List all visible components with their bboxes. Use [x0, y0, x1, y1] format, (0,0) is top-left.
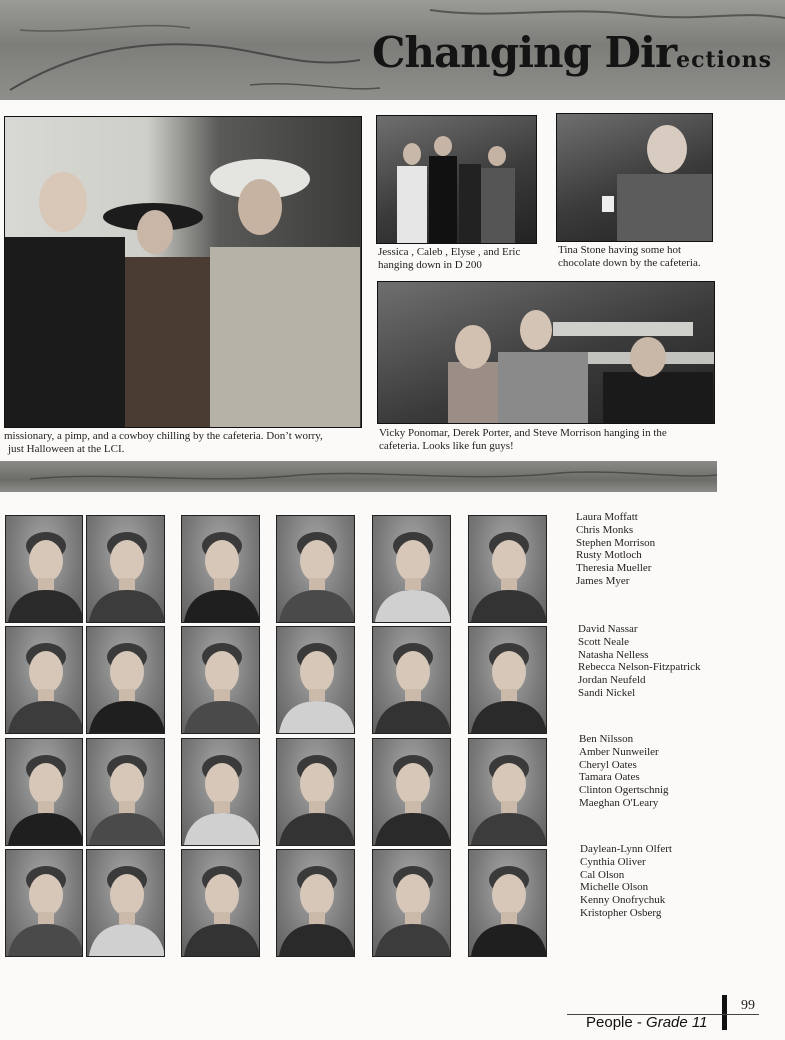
- portrait-figure: [277, 739, 355, 845]
- cafeteria-figures: [378, 282, 714, 423]
- halloween-figures: [5, 117, 361, 427]
- student-portrait: [5, 626, 83, 734]
- caption-tina: Tina Stone having some hot chocolate down by the cafeteria.: [558, 244, 701, 269]
- portrait-figure: [277, 516, 355, 622]
- student-name: Theresia Mueller: [576, 562, 652, 575]
- student-name: Laura Moffatt: [576, 511, 638, 523]
- student-name: David Nassar: [578, 623, 638, 635]
- portrait-figure: [182, 627, 260, 733]
- student-name: Scott Neale: [578, 635, 630, 648]
- student-name: Sandi Nickel: [578, 686, 636, 699]
- student-name: Amber Nunweiler: [579, 745, 659, 758]
- student-name: Jordan Neufeld: [578, 674, 646, 687]
- student-portrait: [468, 849, 547, 957]
- names-row-3: [579, 733, 669, 810]
- portrait-figure: [182, 516, 260, 622]
- portrait-figure: [87, 627, 165, 733]
- portrait-figure: [277, 627, 355, 733]
- student-name: Maeghan O'Leary: [579, 796, 659, 809]
- student-name: Cynthia Oliver: [580, 855, 646, 868]
- hallway-figures: [377, 116, 536, 243]
- student-portrait: [86, 515, 165, 623]
- student-portrait: [276, 738, 355, 846]
- student-portrait: [5, 515, 83, 623]
- photo-d200: [376, 115, 537, 244]
- portrait-figure: [469, 516, 547, 622]
- student-name: Chris Monks: [576, 523, 634, 536]
- student-name: Cal Olson: [580, 868, 625, 881]
- student-name: Tamara Oates: [579, 771, 640, 784]
- portrait-figure: [373, 739, 451, 845]
- portrait-figure: [87, 739, 165, 845]
- portrait-figure: [182, 850, 260, 956]
- page-title: Changing Directions: [372, 28, 773, 77]
- student-name: Natasha Nelless: [578, 648, 649, 661]
- student-portrait: [181, 849, 260, 957]
- student-portrait: [181, 738, 260, 846]
- caption-main: missionary, a pimp, and a cowboy chilling by the cafeteria. Don’t worry, just Halloween at the LCI.: [4, 430, 323, 455]
- footer-section: People - Grade 11: [586, 1014, 708, 1031]
- portrait-figure: [469, 739, 547, 845]
- photo-halloween: [4, 116, 362, 428]
- portrait-figure: [87, 516, 165, 622]
- student-portrait: [5, 849, 83, 957]
- student-portrait: [86, 626, 165, 734]
- footer-bar: [722, 995, 727, 1030]
- student-portrait: [468, 515, 547, 623]
- tina-figure: [557, 114, 712, 241]
- photo-cafeteria: [377, 281, 715, 424]
- portrait-figure: [469, 850, 547, 956]
- portrait-figure: [182, 739, 260, 845]
- caption-d200: Jessica , Caleb , Elyse , and Eric hanging down in D 200: [378, 246, 521, 271]
- student-name: Rusty Motloch: [576, 549, 642, 562]
- portrait-figure: [6, 850, 83, 956]
- student-name: Ben Nilsson: [579, 733, 634, 745]
- names-row-1: [576, 511, 655, 588]
- photo-tina: [556, 113, 713, 242]
- student-name: Rebecca Nelson-Fitzpatrick: [578, 661, 701, 674]
- student-portrait: [372, 849, 451, 957]
- portrait-figure: [277, 850, 355, 956]
- student-name: Stephen Morrison: [576, 536, 656, 549]
- portrait-figure: [373, 516, 451, 622]
- student-portrait: [468, 626, 547, 734]
- student-name: Kristopher Osberg: [580, 906, 662, 919]
- student-portrait: [372, 626, 451, 734]
- rock-divider-texture: [0, 461, 717, 492]
- student-portrait: [468, 738, 547, 846]
- rock-divider: [0, 461, 717, 492]
- student-portrait: [86, 738, 165, 846]
- student-portrait: [276, 849, 355, 957]
- student-portrait: [181, 626, 260, 734]
- student-portrait: [276, 515, 355, 623]
- header-banner: [0, 0, 785, 100]
- portrait-figure: [6, 627, 83, 733]
- portrait-figure: [469, 627, 547, 733]
- student-portrait: [5, 738, 83, 846]
- portrait-figure: [6, 739, 83, 845]
- student-name: Kenny Onofrychuk: [580, 894, 666, 907]
- names-row-2: [578, 623, 700, 700]
- student-portrait: [86, 849, 165, 957]
- portrait-figure: [373, 850, 451, 956]
- caption-cafeteria: Vicky Ponomar, Derek Porter, and Steve Morrison hanging in the cafeteria. Looks like fun guys!: [379, 427, 667, 452]
- student-name: Daylean-Lynn Olfert: [580, 843, 672, 855]
- portrait-figure: [6, 516, 83, 622]
- portrait-figure: [87, 850, 165, 956]
- student-name: Cheryl Oates: [579, 758, 637, 771]
- student-portrait: [181, 515, 260, 623]
- student-name: James Myer: [576, 574, 630, 587]
- names-row-4: [580, 843, 672, 920]
- student-name: Clinton Ogertschnig: [579, 784, 669, 797]
- page-number: 99: [741, 998, 755, 1013]
- student-portrait: [276, 626, 355, 734]
- student-name: Michelle Olson: [580, 881, 649, 894]
- student-portrait: [372, 738, 451, 846]
- portrait-figure: [373, 627, 451, 733]
- student-portrait: [372, 515, 451, 623]
